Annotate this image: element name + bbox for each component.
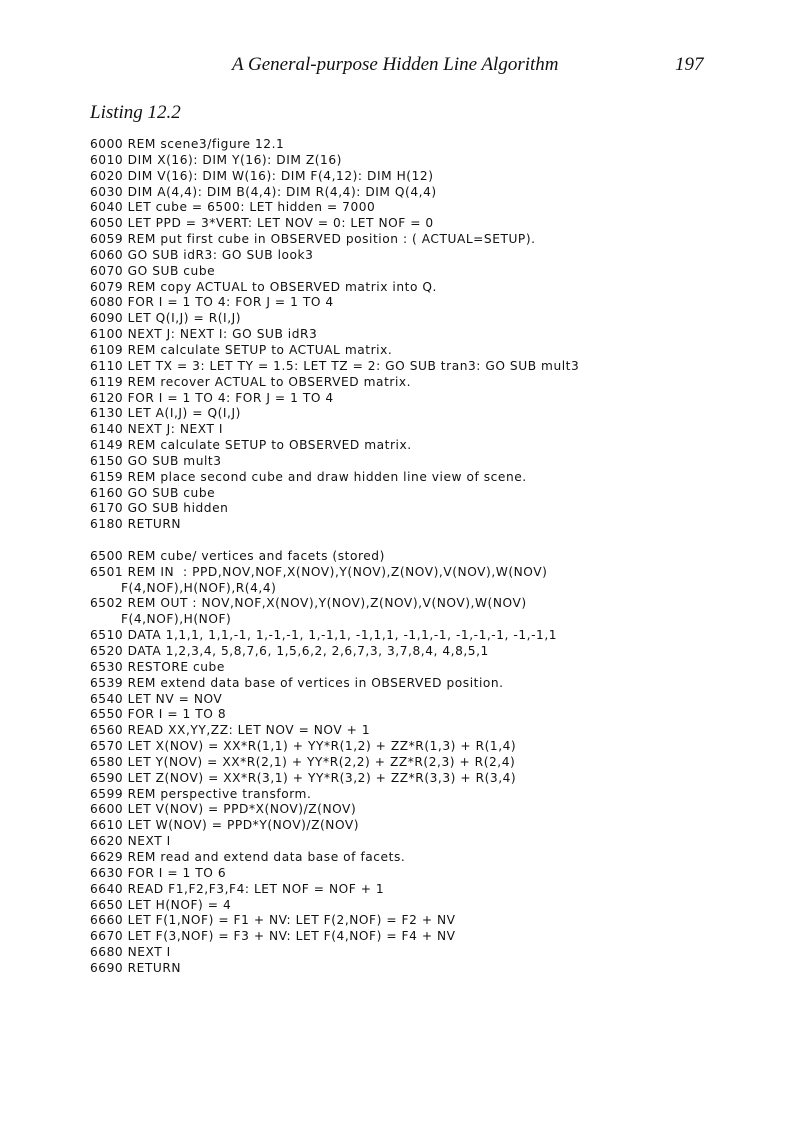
code-line: 6500 REM cube/ vertices and facets (stored) bbox=[90, 548, 385, 563]
code-line: 6610 LET W(NOV) = PPD*Y(NOV)/Z(NOV) bbox=[90, 818, 360, 833]
code-line: 6539 REM extend data base of vertices in OBSERVED position. bbox=[90, 675, 504, 690]
code-block-cube bbox=[90, 549, 780, 977]
code-line: 6570 LET X(NOV) = XX*R(1,1) + YY*R(1,2) + ZZ*R(1,3) + R(1,4) bbox=[90, 739, 517, 754]
code-line: 6680 NEXT I bbox=[90, 945, 171, 960]
code-line: 6000 REM scene3/figure 12.1 bbox=[90, 137, 285, 151]
code-line: 6660 LET F(1,NOF) = F1 + NV: LET F(2,NOF) = F2 + NV bbox=[90, 913, 456, 928]
code-line: 6140 NEXT J: NEXT I bbox=[90, 422, 224, 437]
code-line: 6150 GO SUB mult3 bbox=[90, 453, 222, 468]
code-line: 6520 DATA 1,2,3,4, 5,8,7,6, 1,5,6,2, 2,6,7,3, 3,7,8,4, 4,8,5,1 bbox=[90, 644, 489, 658]
code-line: 6040 LET cube = 6500: LET hidden = 7000 bbox=[90, 200, 376, 215]
code-line: 6110 LET TX = 3: LET TY = 1.5: LET TZ = 2: GO SUB tran3: GO SUB mult3 bbox=[90, 358, 580, 373]
code-line: 6640 READ F1,F2,F3,F4: LET NOF = NOF + 1 bbox=[90, 881, 385, 896]
code-line: 6070 GO SUB cube bbox=[90, 263, 216, 278]
page-number: 197 bbox=[675, 54, 704, 75]
code-line: 6159 REM place second cube and draw hidden line view of scene. bbox=[90, 469, 527, 484]
code-line: 6090 LET Q(I,J) = R(I,J) bbox=[90, 311, 242, 326]
code-line: 6600 LET V(NOV) = PPD*X(NOV)/Z(NOV) bbox=[90, 802, 357, 817]
code-line: 6670 LET F(3,NOF) = F3 + NV: LET F(4,NOF) = F4 + NV bbox=[90, 929, 456, 944]
code-listing bbox=[90, 137, 780, 977]
code-line: 6180 RETURN bbox=[90, 517, 182, 532]
code-line: 6650 LET H(NOF) = 4 bbox=[90, 897, 232, 912]
code-line: 6690 RETURN bbox=[90, 960, 182, 975]
code-line: 6620 NEXT I bbox=[90, 834, 171, 849]
code-line: 6030 DIM A(4,4): DIM B(4,4): DIM R(4,4): DIM Q(4,4) bbox=[90, 184, 437, 199]
code-line: 6510 DATA 1,1,1, 1,1,-1, 1,-1,-1, 1,-1,1, -1,1,1, -1,1,-1, -1,-1,-1, -1,-1,1 bbox=[90, 628, 558, 643]
code-line: 6119 REM recover ACTUAL to OBSERVED matrix. bbox=[90, 374, 412, 389]
code-line: F(4,NOF),H(NOF) bbox=[90, 612, 232, 627]
code-line: 6130 LET A(I,J) = Q(I,J) bbox=[90, 406, 241, 421]
listing-label: Listing 12.2 bbox=[90, 102, 181, 123]
code-line: 6540 LET NV = NOV bbox=[90, 691, 223, 706]
code-block-scene3 bbox=[90, 137, 780, 533]
code-line: 6149 REM calculate SETUP to OBSERVED matrix. bbox=[90, 438, 412, 453]
running-head bbox=[0, 54, 800, 80]
code-line: 6630 FOR I = 1 TO 6 bbox=[90, 865, 227, 880]
code-line: 6060 GO SUB idR3: GO SUB look3 bbox=[90, 247, 314, 262]
code-line: 6080 FOR I = 1 TO 4: FOR J = 1 TO 4 bbox=[90, 295, 334, 310]
running-title: A General-purpose Hidden Line Algorithm bbox=[232, 54, 559, 75]
code-line: 6109 REM calculate SETUP to ACTUAL matrix. bbox=[90, 342, 393, 357]
code-line: 6120 FOR I = 1 TO 4: FOR J = 1 TO 4 bbox=[90, 390, 334, 405]
code-line: 6050 LET PPD = 3*VERT: LET NOV = 0: LET NOF = 0 bbox=[90, 216, 434, 231]
code-line: F(4,NOF),H(NOF),R(4,4) bbox=[90, 580, 277, 595]
code-line: 6590 LET Z(NOV) = XX*R(3,1) + YY*R(3,2) + ZZ*R(3,3) + R(3,4) bbox=[90, 770, 517, 785]
code-line: 6160 GO SUB cube bbox=[90, 485, 216, 500]
code-line: 6629 REM read and extend data base of facets. bbox=[90, 849, 406, 864]
code-line: 6079 REM copy ACTUAL to OBSERVED matrix into Q. bbox=[90, 279, 437, 294]
code-line: 6530 RESTORE cube bbox=[90, 659, 225, 674]
code-line: 6020 DIM V(16): DIM W(16): DIM F(4,12): DIM H(12) bbox=[90, 168, 434, 183]
blank-line bbox=[90, 533, 780, 549]
code-line: 6170 GO SUB hidden bbox=[90, 501, 229, 516]
code-line: 6501 REM IN : PPD,NOV,NOF,X(NOV),Y(NOV),Z(NOV),V(NOV),W(NOV) bbox=[90, 564, 548, 579]
code-line: 6599 REM perspective transform. bbox=[90, 786, 312, 801]
code-line: 6502 REM OUT : NOV,NOF,X(NOV),Y(NOV),Z(NOV),V(NOV),W(NOV) bbox=[90, 596, 527, 611]
code-line: 6560 READ XX,YY,ZZ: LET NOV = NOV + 1 bbox=[90, 723, 371, 738]
code-line: 6059 REM put first cube in OBSERVED position : ( ACTUAL=SETUP). bbox=[90, 232, 536, 247]
code-line: 6010 DIM X(16): DIM Y(16): DIM Z(16) bbox=[90, 152, 342, 167]
code-line: 6550 FOR I = 1 TO 8 bbox=[90, 707, 227, 722]
code-line: 6580 LET Y(NOV) = XX*R(2,1) + YY*R(2,2) + ZZ*R(2,3) + R(2,4) bbox=[90, 754, 516, 769]
code-line: 6100 NEXT J: NEXT I: GO SUB idR3 bbox=[90, 327, 318, 342]
